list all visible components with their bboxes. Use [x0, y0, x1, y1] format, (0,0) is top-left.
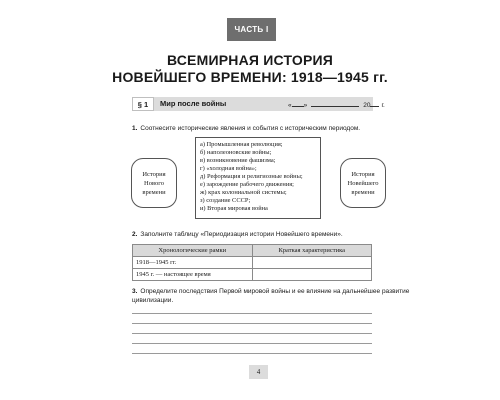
- event-item: и) Вторая мировая война: [200, 205, 268, 213]
- column-header: Хронологические рамки: [133, 245, 253, 257]
- event-item: б) наполеоновские войны;: [200, 149, 272, 157]
- answer-line[interactable]: [132, 333, 372, 334]
- answer-line[interactable]: [132, 343, 372, 344]
- task-3-number: 3.: [132, 288, 138, 295]
- period-oval-contemporary: [340, 158, 386, 208]
- month-blank: [311, 99, 359, 107]
- event-item: а) Промышленная революция;: [200, 141, 283, 148]
- part-label: ЧАСТЬ I: [227, 18, 276, 41]
- day-blank: [292, 99, 304, 107]
- oval-left-line: История: [142, 170, 166, 178]
- table-cell-period: 1918—1945 гг.: [133, 257, 253, 269]
- event-item: з) создание СССР;: [200, 197, 251, 205]
- periodization-table: [132, 244, 372, 281]
- oval-right-line: Новейшего: [347, 179, 379, 187]
- date-field: [288, 99, 385, 109]
- answer-line[interactable]: [132, 353, 372, 354]
- task-2-prompt: [132, 231, 343, 238]
- oval-right-line: времени: [351, 188, 375, 196]
- answer-line[interactable]: [132, 323, 372, 324]
- event-item: ж) крах колониальной системы;: [200, 189, 287, 197]
- task-1-prompt: [132, 125, 360, 132]
- date-suffix: г.: [381, 102, 385, 109]
- task-3-prompt: [132, 287, 409, 305]
- date-open-quote: «: [288, 102, 292, 109]
- event-item: д) Реформация и религиозные войны;: [200, 173, 303, 181]
- task-2-number: 2.: [132, 231, 138, 238]
- date-year: 20: [363, 102, 371, 109]
- date-close-quote: »: [303, 102, 308, 109]
- events-list-box: [195, 137, 321, 219]
- period-oval-modern: [131, 158, 177, 208]
- page-title-line1: ВСЕМИРНАЯ ИСТОРИЯ: [166, 52, 334, 68]
- column-header: Краткая характеристика: [252, 245, 372, 257]
- event-item: е) зарождение рабочего движения;: [200, 181, 294, 189]
- section-number: § 1: [132, 97, 154, 111]
- oval-left-line: Нового: [144, 179, 164, 187]
- section-title: Мир после войны: [160, 99, 227, 108]
- table-header-row: [133, 245, 372, 257]
- answer-line[interactable]: [132, 313, 372, 314]
- table-cell-answer[interactable]: [252, 257, 372, 269]
- table-cell-period: 1945 г. — настоящее время: [133, 269, 253, 281]
- year-blank: [370, 99, 379, 107]
- task-1-text: Соотнесите исторические явления и события с историческим периодом.: [140, 125, 361, 132]
- table-cell-answer[interactable]: [252, 269, 372, 281]
- oval-left-line: времени: [142, 188, 166, 196]
- task-3-text: Определите последствия Первой мировой войны и ее влияние на дальнейшее развитие: [140, 288, 410, 295]
- page-number: 4: [249, 365, 268, 379]
- oval-right-line: История: [351, 170, 375, 178]
- event-item: г) «холодная война»;: [200, 165, 257, 173]
- table-row: [133, 269, 372, 281]
- task-1-number: 1.: [132, 125, 138, 132]
- event-item: в) возникновение фашизма;: [200, 157, 276, 165]
- table-row: [133, 257, 372, 269]
- task-3-text-cont: цивилизации.: [132, 297, 174, 304]
- task-2-text: Заполните таблицу «Периодизация истории Новейшего времени».: [140, 231, 343, 238]
- page-title-line2: НОВЕЙШЕГО ВРЕМЕНИ: 1918—1945 гг.: [112, 69, 388, 85]
